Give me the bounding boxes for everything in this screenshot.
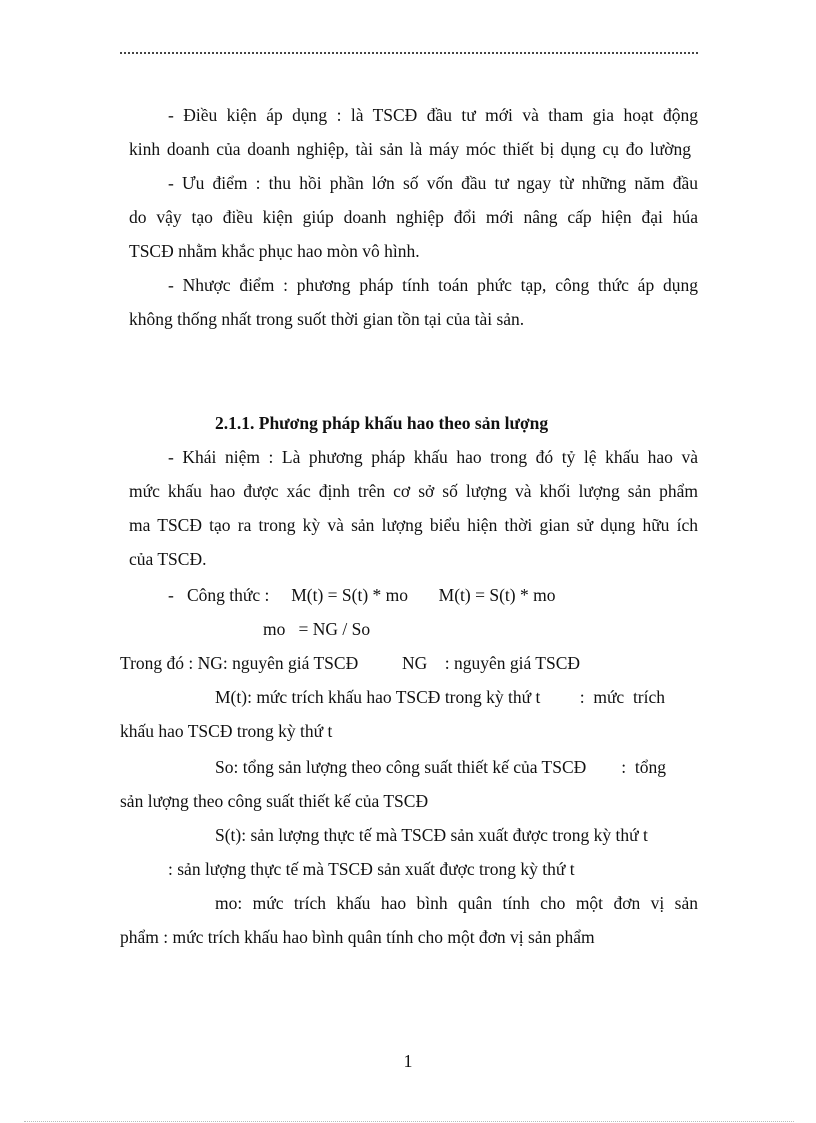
paragraph-line: - Khái niệm : Là phương pháp khấu hao trong đó tỷ lệ khấu hao và <box>168 447 698 467</box>
definition-line: M(t): mức trích khấu hao TSCĐ trong kỳ thứ t : mức trích <box>215 687 666 707</box>
paragraph-line: TSCĐ nhằm khắc phục hao mòn vô hình. <box>129 241 420 261</box>
definition-line: Trong đó : NG: nguyên giá TSCĐ NG : nguyên giá TSCĐ <box>120 653 581 673</box>
definition-line: : sản lượng thực tế mà TSCĐ sản xuất được trong kỳ thứ t <box>168 859 575 879</box>
definition-line: phẩm : mức trích khấu hao bình quân tính cho một đơn vị sản phẩm <box>120 927 595 947</box>
formula-line: - Công thức : M(t) = S(t) * mo M(t) = S(t) * mo <box>168 585 556 605</box>
definition-line: So: tổng sản lượng theo công suất thiết kế của TSCĐ : tổng <box>215 757 667 777</box>
definition-line: sản lượng theo công suất thiết kế của TSCĐ <box>120 791 429 811</box>
paragraph-line: mức khấu hao được xác định trên cơ sở số lượng và khối lượng sản phẩm <box>129 481 698 501</box>
section-heading: 2.1.1. Phương pháp khấu hao theo sản lượng <box>215 413 549 433</box>
paragraph-line: kinh doanh của doanh nghiệp, tài sản là máy móc thiết bị dụng cụ đo lường <box>129 139 691 159</box>
paragraph-line: - Nhược điểm : phương pháp tính toán phức tạp, công thức áp dụng <box>168 275 698 295</box>
definition-line: mo: mức trích khấu hao bình quân tính cho một đơn vị sản <box>215 893 698 913</box>
paragraph-line: - Ưu điểm : thu hồi phần lớn số vốn đầu tư ngay từ những năm đầu <box>168 173 698 193</box>
paragraph-line: - Điều kiện áp dụng : là TSCĐ đầu tư mới và tham gia hoạt động <box>168 105 698 125</box>
definition-line: S(t): sản lượng thực tế mà TSCĐ sản xuất được trong kỳ thứ t <box>215 825 648 845</box>
paragraph-line: không thống nhất trong suốt thời gian tồn tại của tài sản. <box>129 309 525 329</box>
definition-line: khấu hao TSCĐ trong kỳ thứ t <box>120 721 333 741</box>
paragraph-line: của TSCĐ. <box>129 549 207 569</box>
footer-dotted-rule <box>24 1121 794 1122</box>
header-dotted-rule <box>120 52 698 54</box>
paragraph-line: do vậy tạo điều kiện giúp doanh nghiệp đổi mới nâng cấp hiện đại húa <box>129 207 698 227</box>
paragraph-line: ma TSCĐ tạo ra trong kỳ và sản lượng biểu hiện thời gian sử dụng hữu ích <box>129 515 698 535</box>
formula-line: mo = NG / So <box>263 619 371 639</box>
page-number: 1 <box>403 1051 413 1071</box>
